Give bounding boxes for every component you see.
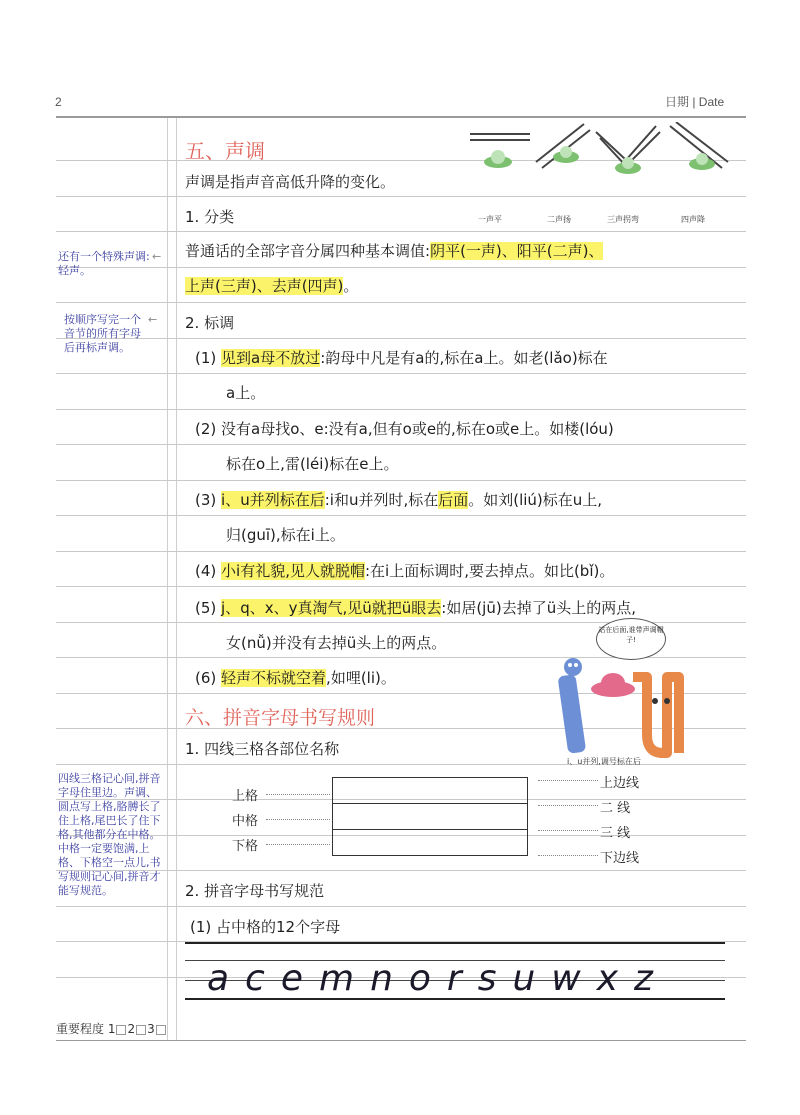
- ruled-line: [56, 444, 746, 445]
- grid-label-middle: 中格: [232, 814, 259, 829]
- header-rule: [56, 116, 746, 118]
- leader-line: [538, 780, 598, 781]
- leader-line: [266, 794, 330, 795]
- rule-4: (4) 小i有礼貌,见人就脱帽:在i上面标调时,要去掉点。如比(bǐ)。: [195, 562, 615, 580]
- leader-line: [538, 855, 598, 856]
- rule-3: (3) i、u并列标在后:i和u并列时,标在后面。如刘(liú)标在u上,: [195, 491, 603, 509]
- margin-note-rhyme: 四线三格记心间,拼音字母住里边。声调、圆点写上格,胳膊长了住上格,尾巴长了住下格,其他都分在中格。中格一定要饱满,上格、下格空一点儿,书写规则记心间,拼音才能写规范。: [58, 772, 161, 897]
- line-label-third: 三 线: [600, 826, 631, 841]
- subheading-four-lines: 1. 四线三格各部位名称: [185, 740, 340, 758]
- iu-cartoon: [555, 655, 685, 760]
- rule-3-cont: 归(guī),标在i上。: [226, 526, 345, 544]
- margin-line-2: [176, 118, 177, 1040]
- four-line-grid: [332, 777, 528, 857]
- ruled-line: [56, 373, 746, 374]
- rule-2-cont: 标在o上,雷(léi)标在e上。: [226, 455, 399, 473]
- tone-label-2: 二声扬: [547, 215, 571, 224]
- leader-line: [266, 844, 330, 845]
- ruled-line: [56, 480, 746, 481]
- ruled-line: [56, 586, 746, 587]
- ruled-line: [56, 515, 746, 516]
- grid-label-upper: 上格: [232, 789, 259, 804]
- importance-rating: 重要程度 1 2 3: [56, 1020, 167, 1037]
- tone-label-3: 三声拐弯: [607, 215, 639, 224]
- tone-label-1: 一声平: [478, 215, 502, 224]
- ruled-line: [56, 338, 746, 339]
- page-number: 2: [55, 95, 62, 109]
- rule-5-cont: 女(nǚ)并没有去掉ü头上的两点。: [226, 634, 447, 652]
- footer-rule: [56, 1040, 746, 1041]
- line-label-second: 二 线: [600, 801, 631, 816]
- ruled-line: [56, 267, 746, 268]
- margin-line: [167, 118, 168, 1040]
- classification-line1: 普通话的全部字音分属四种基本调值:阴平(一声)、阳平(二声)、: [185, 242, 604, 260]
- tone-illustration: [466, 122, 736, 222]
- ruled-line: [56, 231, 746, 232]
- ruled-line: [56, 409, 746, 410]
- date-label: 日期 | Date: [665, 95, 725, 109]
- subheading-middle-letters: (1) 占中格的12个字母: [190, 918, 341, 936]
- ruled-line: [56, 551, 746, 552]
- arrow-icon: ←: [148, 313, 158, 326]
- cartoon-caption: i、u并列,调号标在后: [567, 757, 641, 766]
- line-label-top: 上边线: [600, 776, 640, 791]
- margin-note-order: 按顺序写完一个音节的所有字母后再标声调。: [64, 313, 141, 354]
- classification-line2: 上声(三声)、去声(四声)。: [185, 277, 359, 295]
- ruled-line: [56, 302, 746, 303]
- subheading-writing-rules: 2. 拼音字母书写规范: [185, 882, 325, 900]
- rule-6: (6) 轻声不标就空着,如哩(li)。: [195, 669, 396, 687]
- middle-grid-letters: acemnorsuwxz: [207, 958, 669, 999]
- subheading-tone-marking: 2. 标调: [185, 314, 235, 332]
- subheading-classification: 1. 分类: [185, 208, 235, 226]
- margin-note-neutral-tone: 还有一个特殊声调:轻声。: [58, 250, 150, 277]
- rule-2: (2) 没有a母找o、e:没有a,但有o或e的,标在o或e上。如楼(lóu): [195, 420, 614, 438]
- section6-title: 六、拼音字母书写规则: [185, 707, 376, 729]
- rule-1: (1) 见到a母不放过:韵母中凡是有a的,标在a上。如老(lǎo)标在: [195, 349, 608, 367]
- tone-label-4: 四声降: [681, 215, 705, 224]
- line-label-bottom: 下边线: [600, 851, 640, 866]
- leader-line: [538, 805, 598, 806]
- section5-title: 五、声调: [185, 139, 265, 163]
- ruled-line: [56, 906, 746, 907]
- leader-line: [538, 830, 598, 831]
- rule-5: (5) j、q、x、y真淘气,见ü就把ü眼去:如居(jū)去掉了ü头上的两点,: [195, 599, 636, 617]
- tone-definition: 声调是指声音高低升降的变化。: [185, 173, 396, 191]
- arrow-icon: ←: [152, 250, 162, 263]
- leader-line: [266, 819, 330, 820]
- grid-label-lower: 下格: [232, 839, 259, 854]
- speech-bubble: 站在后面,谁带声调帽子!: [596, 618, 666, 660]
- ruled-line: [56, 764, 746, 765]
- rule-1-cont: a上。: [226, 384, 266, 402]
